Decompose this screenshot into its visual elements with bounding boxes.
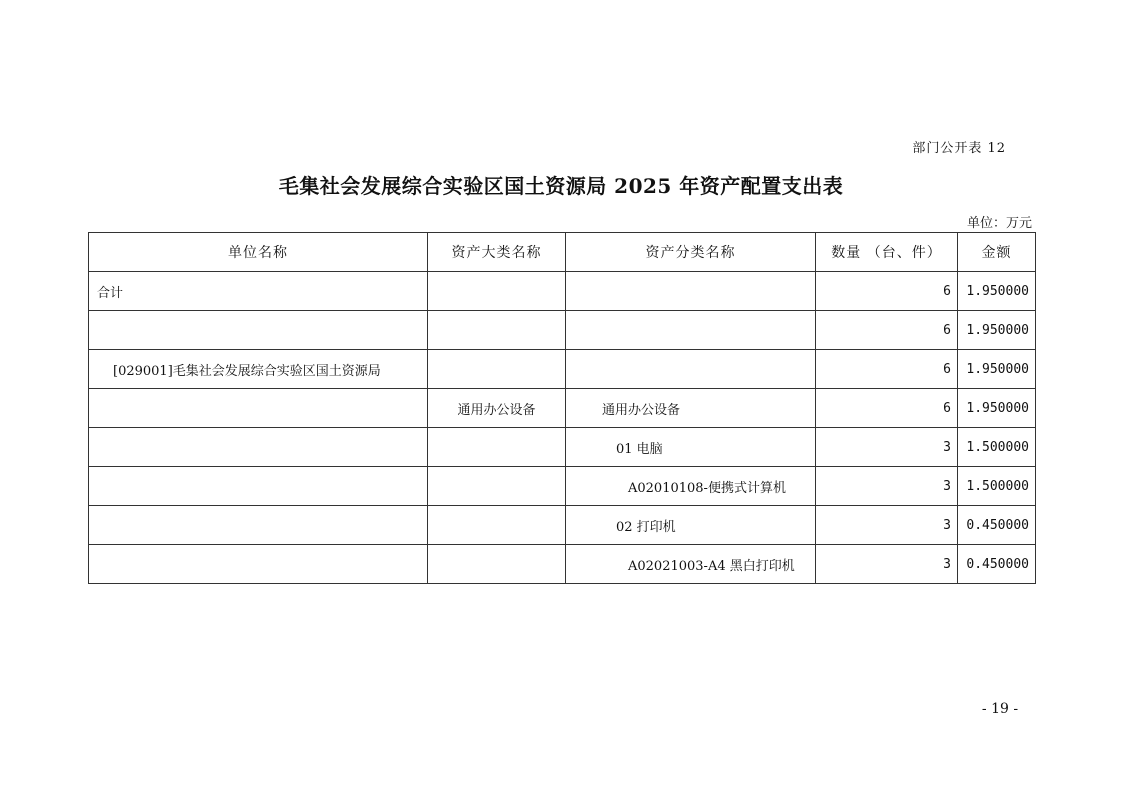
asset-classification-cell: 通用办公设备 [566,389,816,428]
amount-cell: 0.450000 [958,506,1036,545]
unit-name-cell: [029001]毛集社会发展综合实验区国土资源局 [89,350,428,389]
asset-classification-cell [566,311,816,350]
asset-category-cell [428,467,566,506]
asset-classification-cell: A02010108-便携式计算机 [566,467,816,506]
asset-category-cell [428,428,566,467]
asset-classification-cell: A02021003-A4 黑白打印机 [566,545,816,584]
amount-cell: 1.950000 [958,389,1036,428]
amount-cell: 1.500000 [958,428,1036,467]
table-row [89,467,1036,506]
quantity-cell: 6 [816,389,958,428]
document-reference: 部门公开表 12 [912,141,1006,156]
amount-cell: 1.950000 [958,350,1036,389]
table-row-total [89,272,1036,311]
table-row [89,428,1036,467]
asset-category-cell: 通用办公设备 [428,389,566,428]
asset-classification-cell: 01 电脑 [566,428,816,467]
column-header-amount: 金额 [958,233,1036,272]
quantity-cell: 6 [816,350,958,389]
table-row [89,311,1036,350]
table-row [89,545,1036,584]
unit-label: 单位：万元 [966,216,1032,231]
column-header-quantity: 数量 （台、件） [816,233,958,272]
quantity-cell: 3 [816,467,958,506]
table-row [89,506,1036,545]
unit-name-cell [89,467,428,506]
quantity-cell: 6 [816,311,958,350]
table-row [89,389,1036,428]
unit-name-cell [89,506,428,545]
table-header-row [89,233,1036,272]
asset-category-cell [428,311,566,350]
asset-expenditure-table [88,232,1036,584]
quantity-cell: 3 [816,545,958,584]
page-number: - 19 - [981,701,1019,717]
quantity-cell: 3 [816,428,958,467]
amount-cell: 1.500000 [958,467,1036,506]
column-header-unit-name: 单位名称 [89,233,428,272]
unit-name-cell [89,428,428,467]
asset-classification-cell [566,350,816,389]
asset-classification-cell: 02 打印机 [566,506,816,545]
unit-name-cell [89,311,428,350]
asset-classification-cell [566,272,816,311]
amount-cell: 1.950000 [958,311,1036,350]
amount-cell: 0.450000 [958,545,1036,584]
column-header-asset-category: 资产大类名称 [428,233,566,272]
column-header-asset-classification: 资产分类名称 [566,233,816,272]
asset-category-cell [428,506,566,545]
asset-category-cell [428,545,566,584]
quantity-cell: 3 [816,506,958,545]
quantity-cell: 6 [816,272,958,311]
unit-name-cell [89,545,428,584]
asset-category-cell [428,272,566,311]
unit-name-cell [89,389,428,428]
table-row [89,350,1036,389]
amount-cell: 1.950000 [958,272,1036,311]
asset-category-cell [428,350,566,389]
page-title: 毛集社会发展综合实验区国土资源局 2025 年资产配置支出表 [278,174,844,198]
unit-name-cell: 合计 [89,272,428,311]
